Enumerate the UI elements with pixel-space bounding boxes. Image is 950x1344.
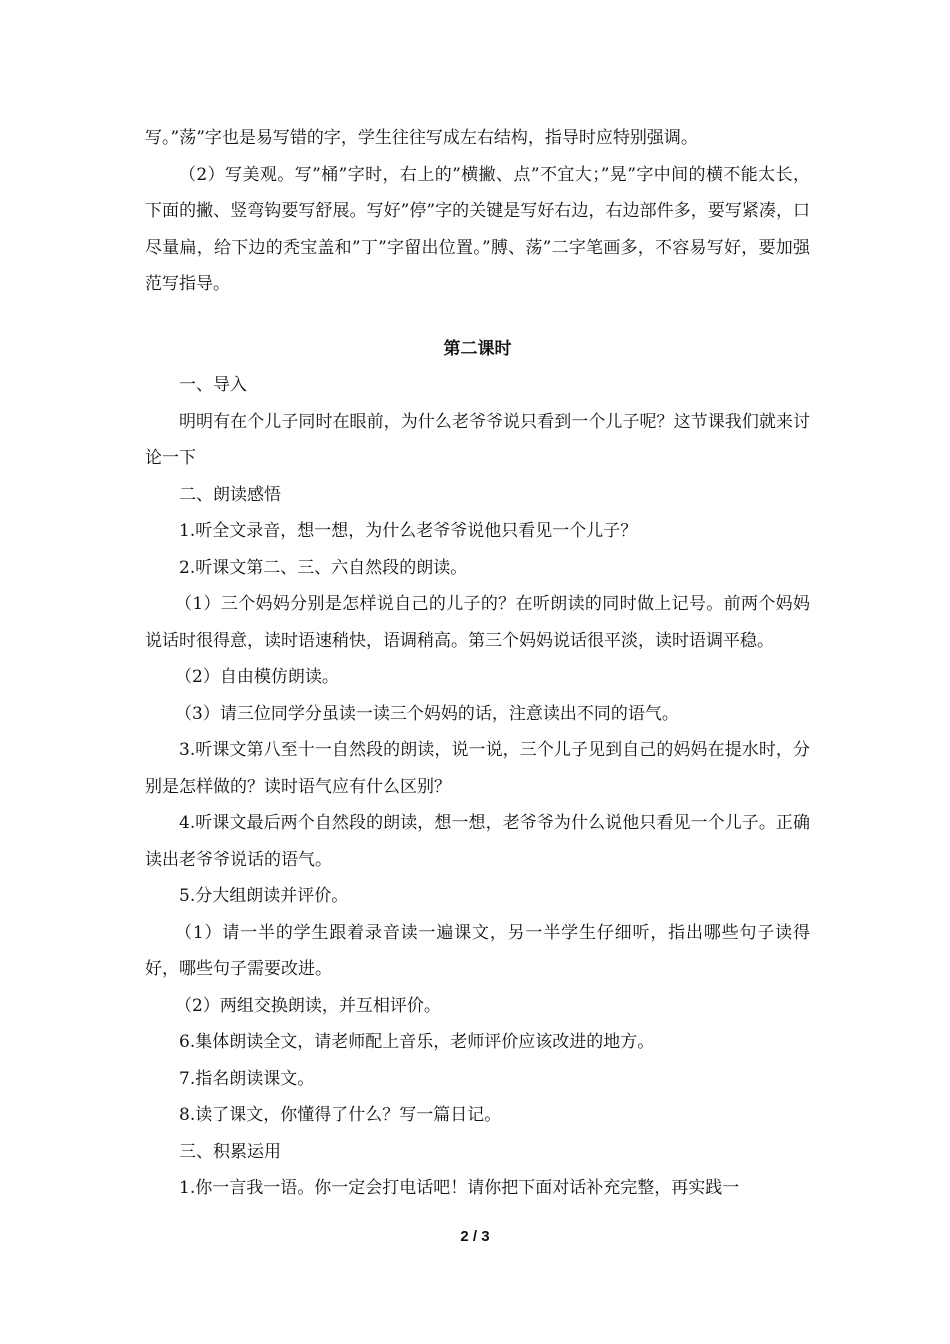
sub-item-5-2: （2）两组交换朗读，并互相评价。	[175, 995, 441, 1016]
page-number: 2 / 3	[460, 1228, 490, 1245]
section-title: 第二课时	[443, 338, 512, 359]
list-item-8: 8.读了课文，你懂得了什么？写一篇日记。	[179, 1105, 502, 1125]
list-item-7: 7.指名朗读课文。	[179, 1068, 315, 1089]
section-spacer	[145, 303, 810, 331]
list-item-4: 4.听课文最后两个自然段的朗读，想一想，老爷爷为什么说他只看见一个儿子。正确读出老爷爷说话的语气。	[145, 813, 810, 870]
heading-intro: 一、导入	[179, 375, 247, 395]
heading-practice: 三、积累运用	[179, 1141, 281, 1162]
paragraph-writing-beauty: （2）写美观。写”桶”字时，右上的”横撇、点”不宜大；”晃”字中间的横不能太长，下面的撇、竖弯钩要写舒展。写好”停”字的关键是写好右边，右边部件多，要写紧凑，口尽量扁，给下边的秃宝盖和”丁”字留出位置。”膊、荡”二字笔画多，不容易写好，要加强范写指导。	[145, 164, 810, 294]
sub-item-2-3: （3）请三位同学分虽读一读三个妈妈的话，注意读出不同的语气。	[175, 703, 679, 724]
heading-reading: 二、朗读感悟	[179, 484, 281, 505]
list-item-6: 6.集体朗读全文，请老师配上音乐，老师评价应该改进的地方。	[179, 1032, 655, 1052]
list-item-3: 3.听课文第八至十一自然段的朗读，说一说，三个儿子见到自己的妈妈在提水时，分别是怎样做的？读时语气应有什么区别？	[145, 740, 810, 797]
practice-item-1: 1.你一言我一语。你一定会打电话吧！请你把下面对话补充完整，再实践一	[179, 1178, 740, 1198]
list-item-2: 2.听课文第二、三、六自然段的朗读。	[179, 557, 468, 578]
document-content	[145, 120, 810, 1207]
sub-item-2-1: （1）三个妈妈分别是怎样说自己的儿子的？在听朗读的同时做上记号。前两个妈妈说话时很得意，读时语速稍快，语调稍高。第三个妈妈说话很平淡，读时语调平稳。	[145, 594, 810, 651]
paragraph-intro: 明明有在个儿子同时在眼前，为什么老爷爷说只看到一个儿子呢？这节课我们就来讨论一下	[145, 411, 810, 468]
sub-item-5-1: （1）请一半的学生跟着录音读一遍课文，另一半学生仔细听，指出哪些句子读得好，哪些句子需要改进。	[145, 922, 810, 979]
sub-item-2-2: （2）自由模仿朗读。	[175, 667, 339, 687]
list-item-5: 5.分大组朗读并评价。	[179, 886, 349, 906]
paragraph-continued: 写。”荡”字也是易写错的字，学生往往写成左右结构，指导时应特别强调。	[145, 128, 698, 148]
list-item-1: 1.听全文录音，想一想，为什么老爷爷说他只看见一个儿子？	[179, 521, 638, 541]
